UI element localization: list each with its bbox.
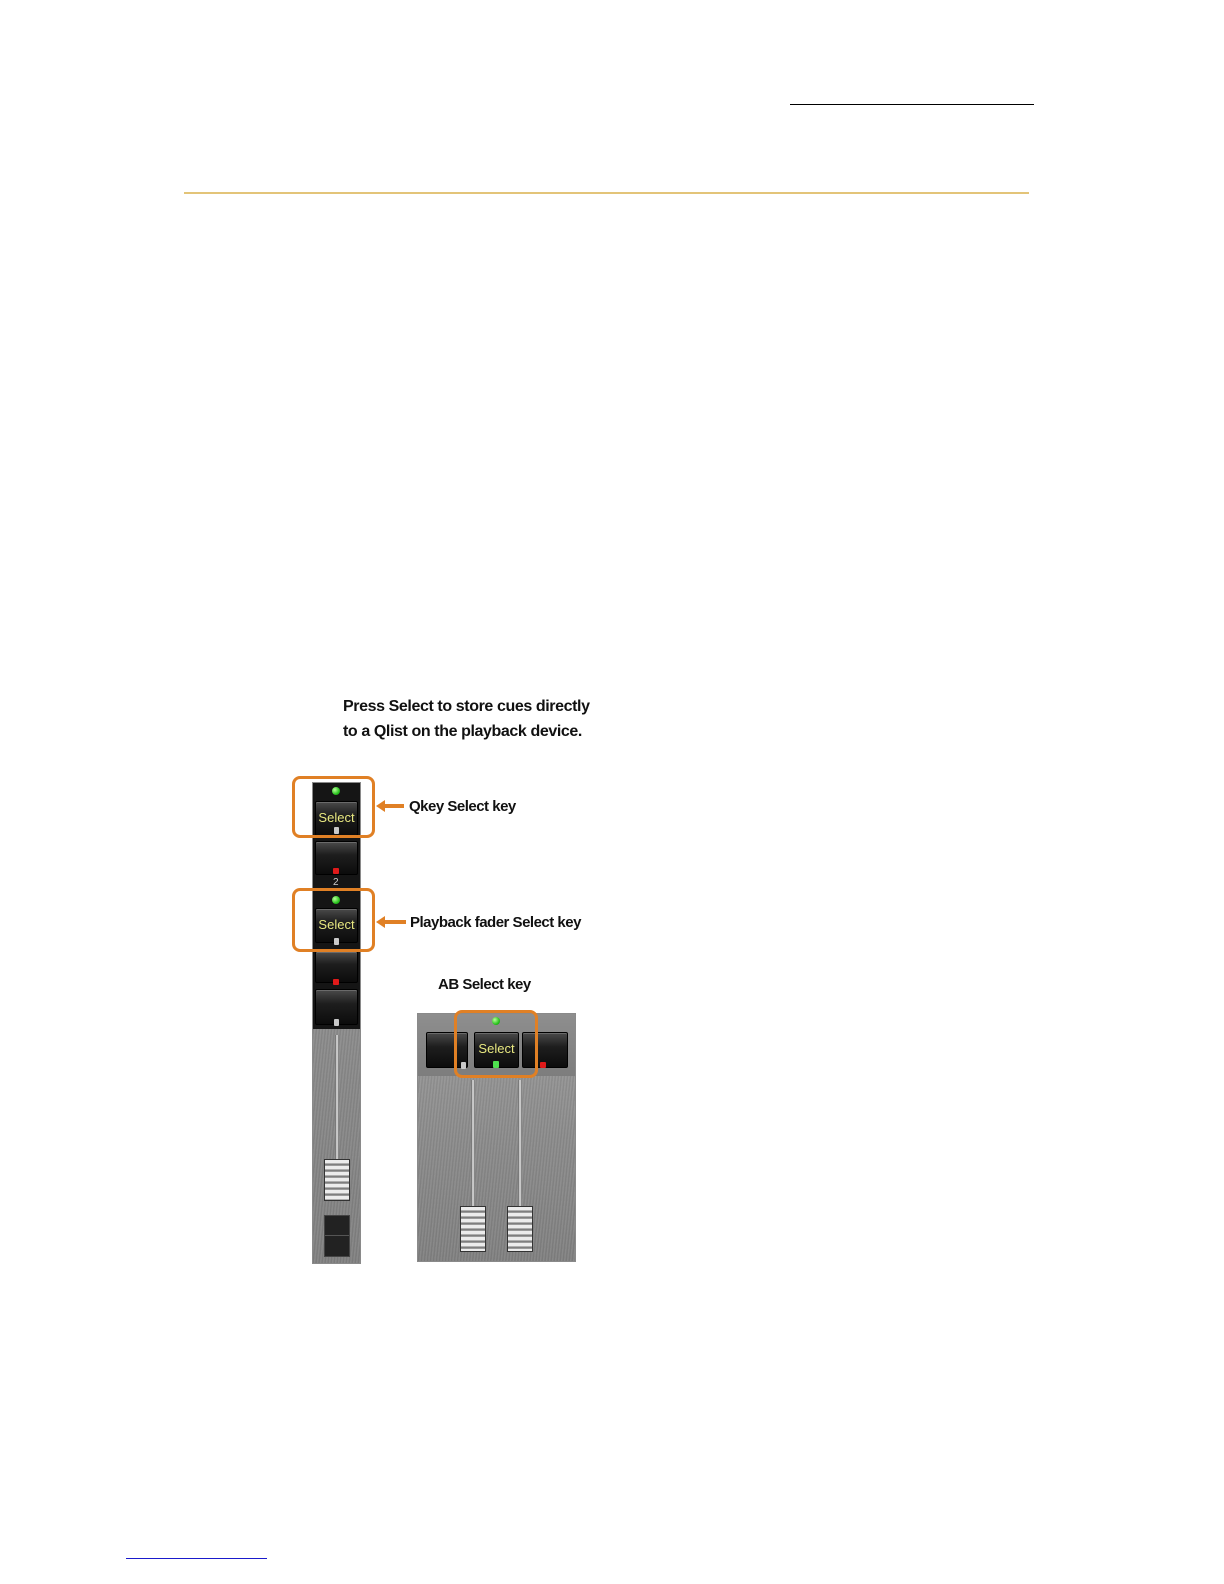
caption-line-1: Press Select to store cues directly	[343, 698, 590, 715]
playback-strip	[312, 782, 361, 1264]
caption-line-2: to a Qlist on the playback device.	[343, 723, 582, 740]
playback-select-label: Select	[318, 917, 355, 932]
playback-fader-base	[324, 1215, 350, 1257]
playback-red-led	[333, 979, 339, 985]
playback-flash-indicator	[334, 1019, 339, 1026]
header-rule	[790, 104, 1034, 105]
qkey-select-caption: Qkey Select key	[409, 798, 516, 815]
ab-select-highlight	[454, 1010, 538, 1078]
ab-fader-b-track	[518, 1080, 522, 1210]
ab-select-caption: AB Select key	[438, 976, 531, 993]
footer-link-rule	[126, 1558, 267, 1559]
figure-caption	[343, 694, 643, 744]
section-divider	[184, 192, 1029, 194]
qkey-select-highlight	[292, 776, 375, 838]
playback-fader-knob[interactable]	[324, 1159, 350, 1201]
ab-right-led	[540, 1062, 546, 1068]
playback-select-highlight	[292, 888, 375, 952]
playback-arrow-icon	[376, 915, 406, 929]
ab-fader-b-knob[interactable]	[507, 1206, 533, 1252]
fader-number: 2	[333, 877, 339, 888]
ab-fader-a-track	[471, 1080, 475, 1210]
qkey-arrow-icon	[376, 799, 404, 813]
ab-fader-a-knob[interactable]	[460, 1206, 486, 1252]
ab-select-label: Select	[478, 1041, 515, 1056]
qkey-select-label: Select	[318, 810, 355, 825]
qkey-red-led	[333, 868, 339, 874]
playback-select-caption: Playback fader Select key	[410, 914, 581, 931]
playback-fader-track	[335, 1035, 339, 1165]
